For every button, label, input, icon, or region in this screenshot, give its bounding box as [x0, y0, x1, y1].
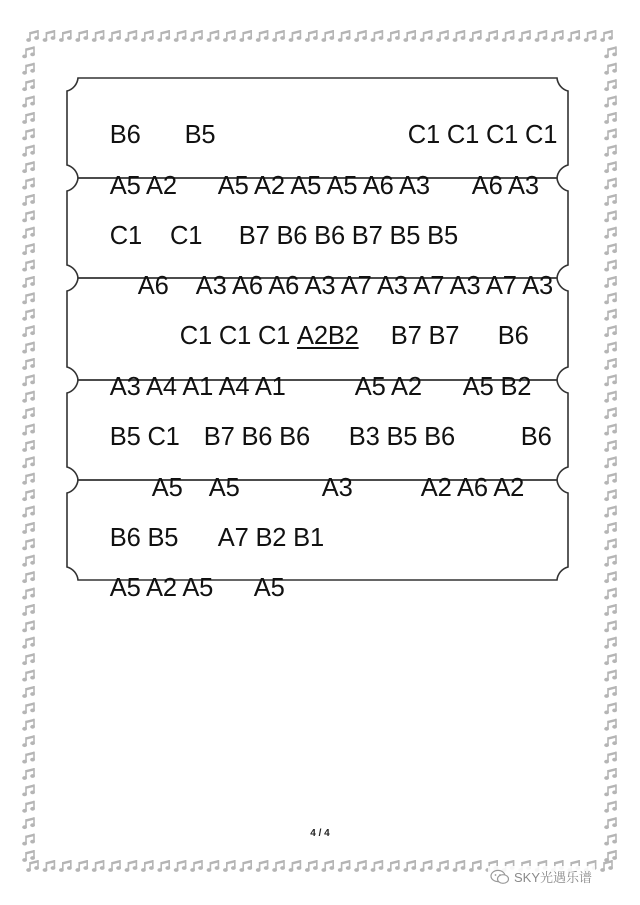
note-group: A5 A2 A5: [109, 574, 214, 602]
note-group: A5: [151, 474, 183, 502]
note-group: A5 B2: [462, 373, 532, 401]
note-group: A2 A6 A2: [420, 474, 525, 502]
note-group: B6: [520, 423, 552, 451]
page-number: 4 / 4: [310, 828, 330, 839]
watermark-text: SKY光遇乐谱: [514, 870, 593, 885]
watermark: [488, 866, 595, 887]
note-group: A5: [208, 474, 240, 502]
note-group: A5 A2: [109, 172, 177, 200]
note-group: B5: [184, 121, 216, 149]
note-group: A3: [321, 474, 353, 502]
row-2-lower-notes: [124, 241, 169, 301]
note-group: A5 A2 A5 A5 A6 A3: [217, 172, 430, 200]
note-group: B6: [109, 121, 141, 149]
row-5-lower-notes-right: [240, 543, 285, 603]
note-group: B6: [497, 322, 529, 350]
note-group: B3 B5 B6: [348, 423, 455, 451]
note-group: C1: [169, 222, 203, 250]
note-group: A5: [253, 574, 285, 602]
row-5-lower-notes: [96, 543, 213, 603]
note-group: B6 B5: [109, 524, 179, 552]
note-group: C1: [109, 222, 142, 250]
note-group: A3 A6 A6 A3 A7 A3 A7 A3 A7 A3: [195, 272, 553, 300]
note-group: B7 B6 B6 B7 B5 B5: [238, 222, 458, 250]
note-group: B7 B7: [390, 322, 460, 350]
note-group: A6 A3: [471, 172, 539, 200]
row-4-lower-notes-right: [407, 443, 524, 503]
note-group: A7 B2 B1: [217, 524, 324, 552]
note-group: A3 A4 A1 A4 A1: [109, 373, 286, 401]
underlined-note-group: A2B2: [297, 322, 359, 350]
note-group: B7 B6 B6: [203, 423, 310, 451]
note-group: C1 C1 C1 C1: [407, 121, 558, 149]
note-group: B5 C1: [109, 423, 180, 451]
note-group: A6: [137, 272, 169, 300]
note-group: A5 A2: [354, 373, 422, 401]
row-1-lower-notes-right: [458, 141, 539, 201]
wechat-icon: [490, 869, 510, 885]
note-group: C1 C1 C1: [179, 322, 298, 350]
